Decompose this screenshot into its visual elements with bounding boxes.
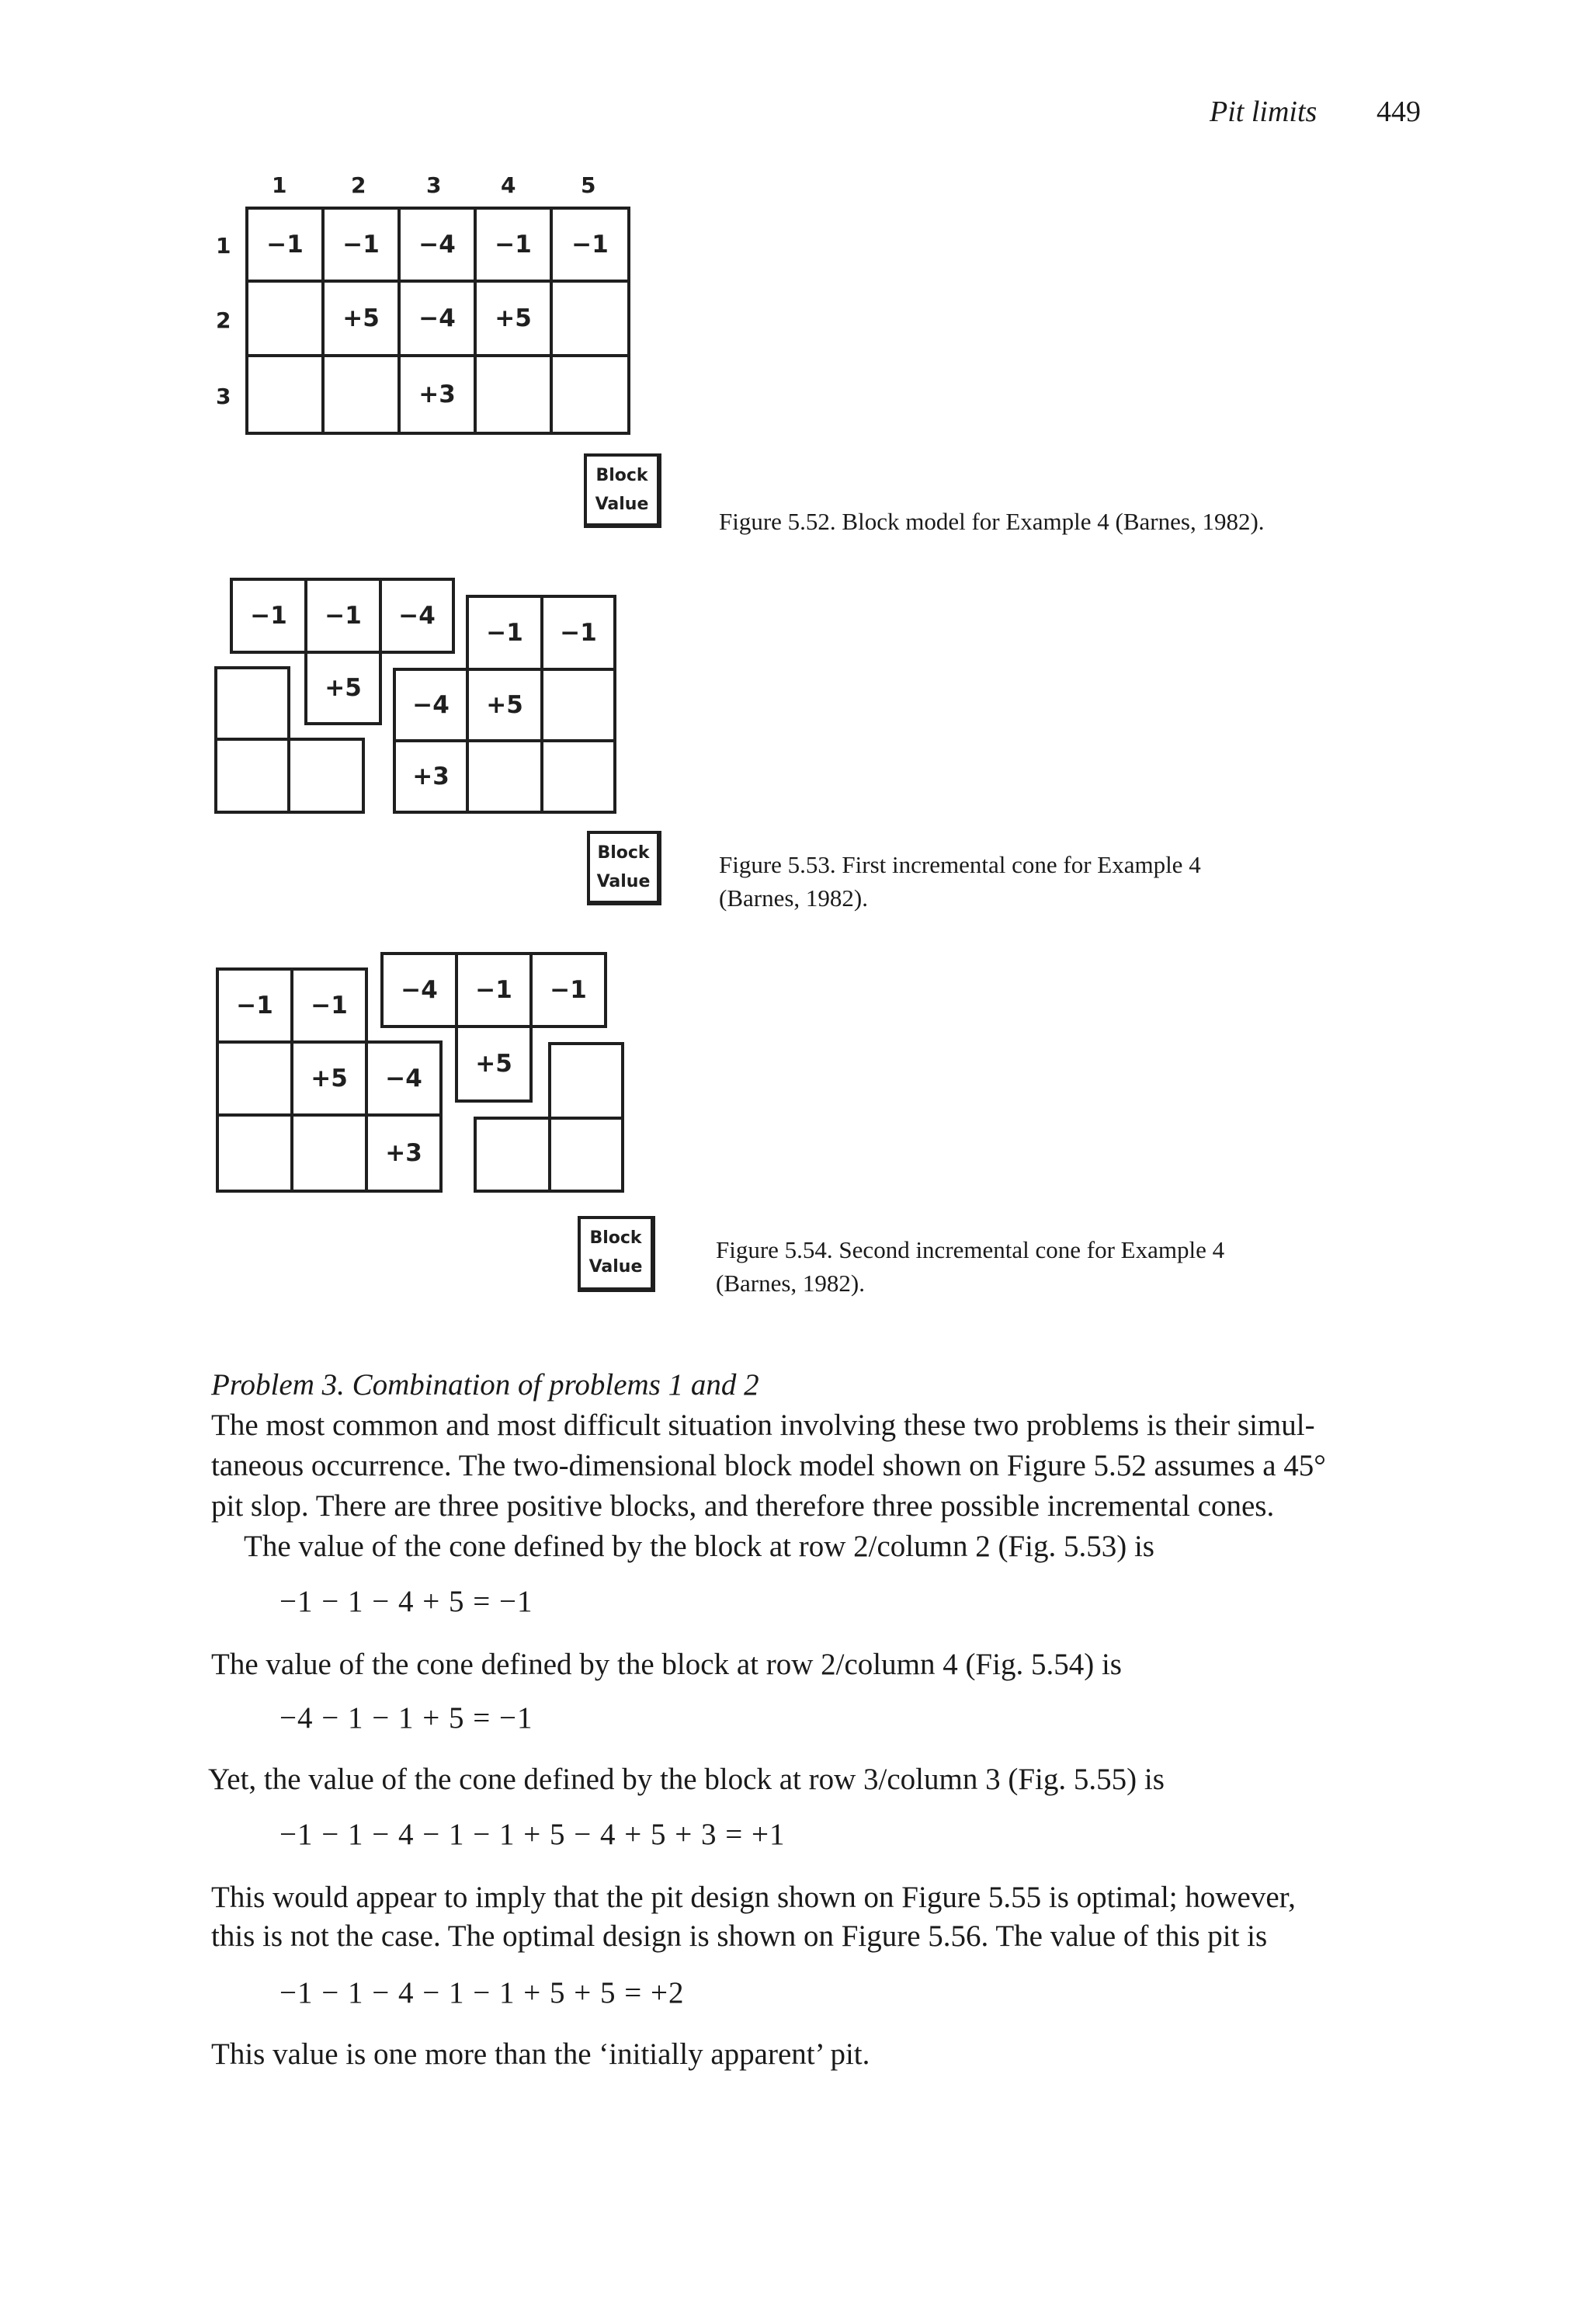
block-cell: −4: [379, 578, 455, 654]
block-value-legend: Block Value: [584, 453, 661, 528]
paragraph-line: taneous occurrence. The two-dimensional block model shown on Figure 5.52 assumes a 45°: [211, 1449, 1326, 1482]
section-heading: Problem 3. Combination of problems 1 and 2: [211, 1368, 759, 1402]
column-label: 4: [501, 172, 516, 198]
block-cell: +3: [365, 1113, 443, 1193]
figure-caption: Figure 5.53. First incremental cone for Example 4 (Barnes, 1982).: [719, 851, 1201, 912]
block-cell: [540, 739, 616, 814]
equation: −1 − 1 − 4 + 5 = −1: [279, 1585, 533, 1618]
block-cell: [216, 1040, 293, 1117]
paragraph-line: This would appear to imply that the pit design shown on Figure 5.55 is optimal; however,: [211, 1881, 1296, 1914]
block-cell: −1: [321, 207, 401, 283]
block-cell: −4: [398, 280, 477, 357]
block-cell: −4: [398, 207, 477, 283]
block-cell: +5: [466, 668, 543, 742]
block-cell: [214, 738, 290, 814]
block-cell: +5: [304, 651, 382, 725]
block-cell: −4: [365, 1040, 443, 1117]
figure-caption: Figure 5.52. Block model for Example 4 (Barnes, 1982).: [719, 508, 1265, 535]
block-cell: [245, 280, 325, 357]
block-cell: −1: [216, 967, 293, 1044]
block-cell: −1: [540, 595, 616, 671]
block-cell: [214, 666, 290, 741]
block-cell: −1: [304, 578, 382, 654]
page-number: 449: [1376, 96, 1421, 128]
block-cell: [245, 354, 325, 435]
column-label: 5: [581, 172, 596, 198]
paragraph-line: Yet, the value of the cone defined by the block at row 3/column 3 (Fig. 5.55) is: [208, 1763, 1165, 1796]
block-cell: −4: [380, 952, 458, 1028]
block-cell: [548, 1042, 624, 1120]
column-label: 3: [426, 172, 442, 198]
equation: −4 − 1 − 1 + 5 = −1: [279, 1701, 533, 1735]
row-label: 2: [216, 307, 231, 333]
block-cell: [466, 739, 543, 814]
column-label: 1: [272, 172, 287, 198]
paragraph-line: this is not the case. The optimal design is shown on Figure 5.56. The value of this pit is: [211, 1919, 1268, 1953]
block-cell: −1: [529, 952, 607, 1028]
block-cell: [474, 354, 553, 435]
paragraph-line: pit slop. There are three positive blocks, and therefore three possible incremental cones.: [211, 1489, 1275, 1523]
block-cell: [290, 1113, 368, 1193]
row-label: 1: [216, 233, 231, 259]
block-cell: +5: [290, 1040, 368, 1117]
block-cell: +5: [321, 280, 401, 357]
equation: −1 − 1 − 4 − 1 − 1 + 5 − 4 + 5 + 3 = +1: [279, 1818, 786, 1851]
block-cell: [321, 354, 401, 435]
block-cell: [548, 1117, 624, 1193]
figure-caption: Figure 5.54. Second incremental cone for Example 4 (Barnes, 1982).: [716, 1236, 1225, 1297]
block-cell: [474, 1117, 551, 1193]
block-cell: [216, 1113, 293, 1193]
block-value-legend: Block Value: [587, 831, 661, 905]
block-cell: +3: [393, 739, 469, 814]
block-value-legend: Block Value: [578, 1216, 655, 1292]
block-cell: −4: [393, 668, 469, 742]
block-cell: [550, 280, 630, 357]
row-label: 3: [216, 384, 231, 409]
running-title: Pit limits: [1210, 96, 1317, 128]
block-cell: [550, 354, 630, 435]
block-cell: −1: [455, 952, 533, 1028]
block-cell: +5: [474, 280, 553, 357]
block-cell: −1: [245, 207, 325, 283]
block-cell: [287, 738, 365, 814]
paragraph-line: The value of the cone defined by the block at row 2/column 2 (Fig. 5.53) is: [244, 1530, 1154, 1563]
block-cell: +3: [398, 354, 477, 435]
block-cell: −1: [474, 207, 553, 283]
block-cell: −1: [230, 578, 307, 654]
column-label: 2: [351, 172, 366, 198]
equation: −1 − 1 − 4 − 1 − 1 + 5 + 5 = +2: [279, 1976, 685, 2010]
block-cell: −1: [550, 207, 630, 283]
block-cell: −1: [290, 967, 368, 1044]
block-cell: −1: [466, 595, 543, 671]
paragraph-line: This value is one more than the ‘initially apparent’ pit.: [211, 2037, 870, 2071]
block-cell: [540, 668, 616, 742]
paragraph-line: The most common and most difficult situation involving these two problems is their simul-: [211, 1409, 1315, 1442]
block-cell: +5: [455, 1025, 533, 1103]
paragraph-line: The value of the cone defined by the block at row 2/column 4 (Fig. 5.54) is: [211, 1648, 1122, 1681]
